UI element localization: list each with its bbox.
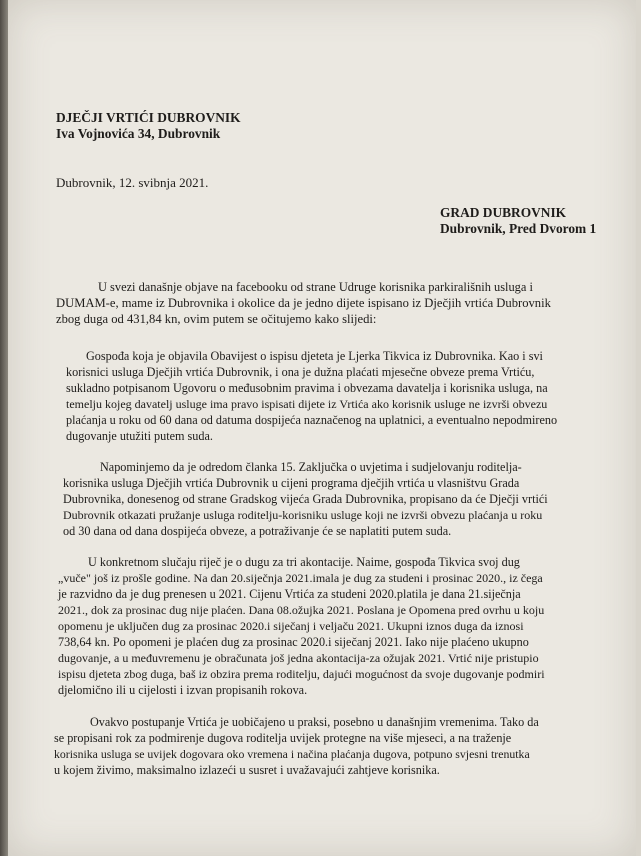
paragraph-4-line-6: 738,64 kn. Po opomeni je plaćen dug za prosinac 2020.i siječanj 2021. Iako nije plaćeno ukupno <box>58 635 529 649</box>
page-shadow-edge <box>0 0 8 856</box>
sender-address: Iva Vojnovića 34, Dubrovnik <box>56 126 221 141</box>
paragraph-3-line-5: od 30 dana od dana dospijeća obveze, a potraživanje će se naplatiti putem suda. <box>63 524 452 538</box>
page-right-margin <box>636 0 641 856</box>
paragraph-4-line-4: 2021., dok za prosinac dug nije plaćen. Dana 08.ožujka 2021. Poslana je Opomena pred ovrhu u koju <box>58 603 545 617</box>
paragraph-3-line-4: Dubrovnik otkazati pružanje usluga roditelju-korisniku usluge koji ne izvrši obvezu plaćanja u roku <box>63 508 543 522</box>
paragraph-2-line-4: temelju kojeg davatelj usluge ima pravo ispisati dijete iz Vrtića ako korisnik usluge ne izvrši obvezu <box>66 397 548 411</box>
letter-page <box>8 0 636 856</box>
paragraph-5-line-3: korisnika usluga se uvijek dogovara oko vremena i načina plaćanja dugova, potpuno svjesni trenutka <box>54 747 530 761</box>
paragraph-5-line-2: se propisani rok za podmirenje dugova roditelja uvijek protegne na više mjeseci, a na traženje <box>54 731 512 745</box>
paragraph-1-line-2: DUMAM-e, mame iz Dubrovnika i okolice da je jedno dijete ispisano iz Dječjih vrtića Dubrovnik <box>56 296 551 310</box>
paragraph-4-line-7: dugovanje, a u međuvremenu je obračunata još jedna akontacija-za ožujak 2021. Vrtić nije pristupio <box>58 651 539 665</box>
paragraph-4-line-9: djelomično ili u cijelosti i izvan propisanih rokova. <box>58 683 308 697</box>
paragraph-5-line-1: Ovakvo postupanje Vrtića je uobičajeno u praksi, posebno u današnjim vremenima. Tako da <box>90 715 539 729</box>
paragraph-5-line-4: u kojem živimo, maksimalno izlazeći u susret i uvažavajući zahtjeve korisnika. <box>54 763 440 777</box>
text-line: U svezi današnje objave na facebooku od strane Udruge korisnika parkirališnih usluga i <box>98 280 533 294</box>
paragraph-3-line-1: Napominjemo da je odredom članka 15. Zaključka o uvjetima i sudjelovanju roditelja- <box>100 460 522 474</box>
paragraph-3-line-3: Dubrovnika, donesenog od strane Gradskog vijeća Grada Dubrovnika, propisano da će Dječji vrtići <box>63 492 548 506</box>
paragraph-2-line-6: dugovanje utužiti putem suda. <box>66 429 213 443</box>
paragraph-4-line-8: ispisu djeteta zbog duga, baš iz obzira prema roditelju, dajući mogućnost da svoje dugovanje podmiri <box>58 667 545 681</box>
paragraph-2-line-3: sukladno potpisanom Ugovoru o međusobnim pravima i obvezama davatelja i korisnika usluga, na <box>66 381 548 395</box>
sender-name: DJEČJI VRTIĆI DUBROVNIK <box>56 110 241 125</box>
paragraph-4-line-5: opomenu je uključen dug za prosinac 2020.i siječanj i veljaču 2021. Ukupni iznos duga da iznosi <box>58 619 524 633</box>
paragraph-2-line-5: plaćanja u roku od 60 dana od datuma dospijeća naznačenog na uplatnici, a eventualno nepodmireno <box>66 413 558 427</box>
paragraph-2-line-2: korisnici usluga Dječjih vrtića Dubrovnik, i ona je dužna plaćati mjesečne obveze prema Vrtiću, <box>66 365 535 379</box>
paragraph-4-line-2: „vuče" još iz prošle godine. Na dan 20.siječnja 2021.imala je dug za studeni i prosinac 2020., iz čega <box>58 571 543 585</box>
paragraph-3-line-2: korisnika usluga Dječjih vrtića Dubrovnik u cijeni programa dječjih vrtića u vlasništvu Grada <box>63 476 520 490</box>
recipient-address: Dubrovnik, Pred Dvorom 1 <box>440 221 597 236</box>
recipient-name: GRAD DUBROVNIK <box>440 205 567 220</box>
paragraph-1-line-1 <box>56 279 608 295</box>
paragraph-2-line-1: Gospođa koja je objavila Obavijest o ispisu djeteta je Ljerka Tikvica iz Dubrovnika. Kao i svi <box>86 349 543 363</box>
paragraph-4-line-1: U konkretnom slučaju riječ je o dugu za tri akontacije. Naime, gospođa Tikvica svoj dug <box>88 555 520 569</box>
paragraph-1-line-3: zbog duga od 431,84 kn, ovim putem se očitujemo kako slijedi: <box>56 312 377 326</box>
date-line: Dubrovnik, 12. svibnja 2021. <box>56 175 209 190</box>
paragraph-4-line-3: je razvidno da je dug prenesen u 2021. Cijenu Vrtića za studeni 2020.platila je dana 21.siječnja <box>58 587 521 601</box>
